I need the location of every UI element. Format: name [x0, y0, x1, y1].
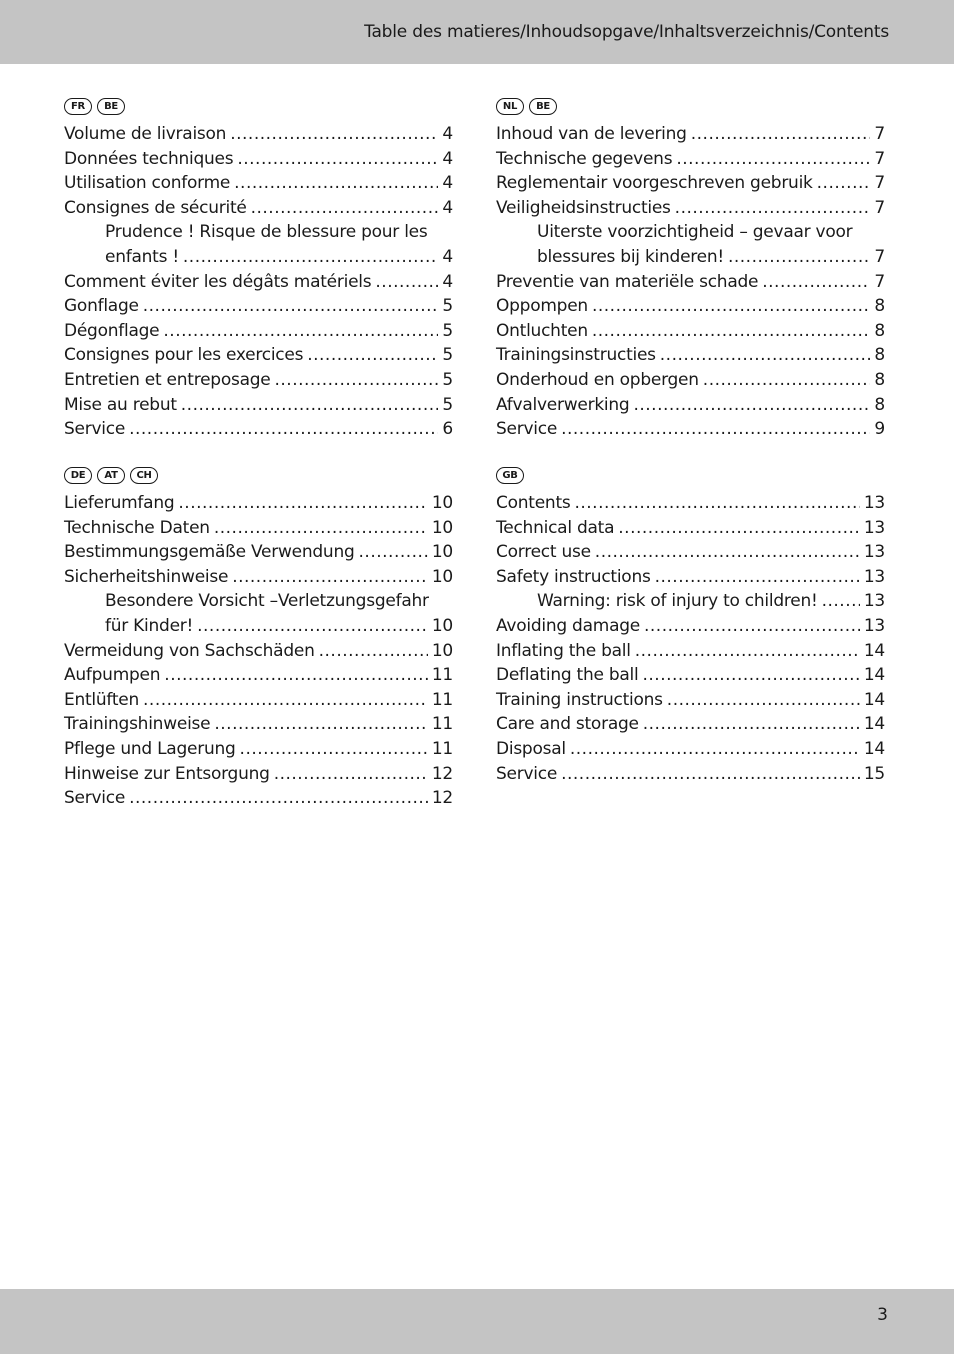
toc-entry-page: 13: [863, 591, 885, 612]
toc-entry[interactable]: [496, 614, 885, 639]
toc-entry-label: Vermeidung von Sachschäden: [64, 640, 315, 661]
toc-entry-page: 15: [863, 763, 885, 784]
leader-dots: [676, 147, 870, 172]
toc-entry-page: 10: [431, 566, 453, 587]
leader-dots: [143, 688, 428, 713]
toc-entry[interactable]: [496, 565, 885, 590]
toc-entry-page: 10: [431, 542, 453, 563]
toc-entry-page: 11: [431, 689, 453, 710]
language-badges: [64, 464, 453, 486]
leader-dots: [237, 147, 438, 172]
toc-entry-page: 5: [442, 296, 453, 317]
toc-entry-page: 10: [431, 640, 453, 661]
toc-entry-page: 13: [863, 517, 885, 538]
toc-entry-page: 7: [874, 197, 885, 218]
toc-entry[interactable]: [496, 712, 885, 737]
toc-entry[interactable]: [496, 639, 885, 664]
language-badge-fr: FR: [64, 98, 92, 115]
toc-entry-label: Mise au rebut: [64, 394, 177, 415]
language-badges: [496, 464, 885, 486]
toc-entry-label: Sicherheitshinweise: [64, 566, 229, 587]
language-badge-be: BE: [529, 98, 557, 115]
toc-section-nl: [496, 95, 885, 442]
toc-entry[interactable]: [496, 491, 885, 516]
toc-entry[interactable]: [496, 516, 885, 541]
toc-entry-label: Correct use: [496, 542, 591, 563]
toc-entry[interactable]: [64, 639, 453, 664]
toc-entry-label: Contents: [496, 493, 571, 513]
toc-entry-label: Entlüften: [64, 689, 140, 710]
leader-dots: [359, 540, 428, 565]
toc-entry-label-line2: enfants !: [105, 246, 179, 267]
leader-dots: [644, 614, 860, 639]
toc-entry-label: Ontluchten: [496, 320, 588, 341]
toc-entry-page: 11: [431, 714, 453, 735]
toc-entry[interactable]: [496, 368, 885, 393]
leader-dots: [183, 245, 439, 270]
toc-entry-label: Consignes pour les exercices: [64, 345, 304, 366]
toc-entry-label: Preventie van materiële schade: [496, 271, 759, 292]
toc-entry-page: 8: [874, 345, 885, 366]
leader-dots: [660, 343, 871, 368]
toc-entry-label: Gonflage: [64, 296, 139, 317]
toc-entry-label: Utilisation conforme: [64, 173, 231, 194]
toc-entry[interactable]: [64, 245, 453, 270]
toc-entry[interactable]: [496, 319, 885, 344]
toc-entry-label: Inhoud van de levering: [496, 124, 687, 144]
toc-entry-page: 8: [874, 296, 885, 317]
leader-dots: [561, 417, 870, 442]
toc-entry-label: Care and storage: [496, 714, 639, 735]
toc-entry-label: Dégonflage: [64, 320, 160, 341]
leader-dots: [274, 762, 428, 787]
toc-entry[interactable]: [64, 368, 453, 393]
leader-dots: [163, 319, 438, 344]
toc-entry-label: Hinweise zur Entsorgung: [64, 763, 270, 784]
toc-entry-page: 7: [874, 124, 885, 144]
toc-entry[interactable]: [496, 540, 885, 565]
toc-entry-page: 8: [874, 394, 885, 415]
toc-entry[interactable]: [64, 491, 453, 516]
toc-entry[interactable]: [496, 417, 885, 442]
toc-entry-page: 7: [874, 148, 885, 169]
leader-dots: [728, 245, 870, 270]
toc-entry[interactable]: [496, 663, 885, 688]
toc-entry-page: 4: [442, 173, 453, 194]
language-badge-de: DE: [64, 467, 92, 484]
toc-entry[interactable]: [64, 712, 453, 737]
leader-dots: [214, 712, 428, 737]
language-badge-nl: NL: [496, 98, 524, 115]
footer-bar: [0, 1289, 954, 1354]
toc-entry-label: Onderhoud en opbergen: [496, 369, 699, 390]
toc-entry[interactable]: [64, 565, 453, 590]
toc-entry[interactable]: [64, 516, 453, 541]
toc-entry-page: 14: [863, 640, 885, 661]
toc-entry[interactable]: [496, 589, 885, 614]
language-badge-ch: CH: [130, 467, 158, 484]
toc-entry[interactable]: [64, 171, 453, 196]
toc-entry-label-line2: blessures bij kinderen!: [537, 246, 724, 267]
toc-entry-label: Reglementair voorgeschreven gebruik: [496, 173, 813, 194]
toc-section-gb: [496, 464, 885, 786]
toc-entry[interactable]: [64, 393, 453, 418]
toc-entry-page: 12: [431, 788, 453, 809]
toc-entry[interactable]: [64, 147, 453, 172]
toc-entry-label: Entretien et entreposage: [64, 369, 271, 390]
leader-dots: [214, 516, 428, 541]
leader-dots: [822, 589, 860, 614]
toc-entry-label: Consignes de sécurité: [64, 197, 247, 218]
toc-entry-label: Service: [64, 419, 126, 440]
toc-section-fr: [64, 95, 453, 442]
toc-entry-label: Aufpumpen: [64, 665, 161, 686]
toc-entry-page: 13: [863, 615, 885, 636]
toc-entry[interactable]: [496, 343, 885, 368]
toc-entry-page: 4: [442, 271, 453, 292]
leader-dots: [817, 171, 871, 196]
toc-entry[interactable]: [64, 737, 453, 762]
toc-entry[interactable]: [64, 663, 453, 688]
toc-entry-label-line1[interactable]: Besondere Vorsicht –Verletzungsgefahr: [105, 591, 429, 612]
toc-entry[interactable]: [64, 343, 453, 368]
toc-entry[interactable]: [496, 393, 885, 418]
toc-entry-page: 7: [874, 271, 885, 292]
leader-dots: [375, 270, 438, 295]
toc-entry-label: Pflege und Lagerung: [64, 738, 236, 759]
leader-dots: [240, 737, 428, 762]
leader-dots: [164, 663, 428, 688]
language-badge-be: BE: [97, 98, 125, 115]
leader-dots: [319, 639, 428, 664]
toc-entry-page: 4: [442, 246, 453, 267]
toc-entry-label: Afvalverwerking: [496, 394, 630, 415]
toc-entry[interactable]: [64, 270, 453, 295]
toc-entry-label: Données techniques: [64, 148, 234, 169]
leader-dots: [643, 712, 860, 737]
toc-entry-page: 14: [863, 738, 885, 759]
toc-entry-label-line1[interactable]: Uiterste voorzichtigheid – gevaar voor: [537, 222, 853, 243]
toc-entry[interactable]: [64, 540, 453, 565]
toc-entry-page: 7: [874, 173, 885, 194]
toc-entry-label-line1[interactable]: Prudence ! Risque de blessure pour les: [105, 222, 428, 243]
toc-entry[interactable]: [496, 196, 885, 221]
toc-entry-label-line2: für Kinder!: [105, 615, 194, 636]
toc-entry-page: 9: [874, 419, 885, 440]
leader-dots: [655, 565, 860, 590]
toc-entry[interactable]: [496, 122, 885, 147]
leader-dots: [197, 614, 428, 639]
leader-dots: [143, 294, 439, 319]
leader-dots: [633, 393, 870, 418]
toc-entry-label: Technische gegevens: [496, 148, 673, 169]
toc-entry-page: 4: [442, 124, 453, 144]
leader-dots: [592, 294, 870, 319]
toc-entry-page: 6: [442, 419, 453, 440]
toc-entry-page: 14: [863, 665, 885, 686]
toc-entry-page: 7: [874, 246, 885, 267]
toc-entry-page: 4: [442, 197, 453, 218]
leader-dots: [230, 122, 438, 147]
toc-entry-page: 14: [863, 689, 885, 710]
toc-section-de: [64, 464, 453, 811]
leader-dots: [635, 639, 860, 664]
toc-entry[interactable]: [496, 270, 885, 295]
toc-entry-page: 5: [442, 320, 453, 341]
toc-entry-page: 5: [442, 369, 453, 390]
leader-dots: [618, 516, 860, 541]
toc-entry-page: 5: [442, 394, 453, 415]
toc-entry[interactable]: [64, 762, 453, 787]
toc-entry-label: Technical data: [496, 517, 615, 538]
page-number: 3: [877, 1305, 888, 1325]
toc-entry[interactable]: [64, 294, 453, 319]
toc-entry-page: 13: [863, 566, 885, 587]
toc-entry-page: 11: [431, 665, 453, 686]
toc-entry-page: 4: [442, 148, 453, 169]
toc-entry-label: Comment éviter les dégâts matériels: [64, 271, 372, 292]
toc-entry-label: Lieferumfang: [64, 493, 175, 513]
toc-entry-page: 10: [431, 493, 453, 513]
leader-dots: [643, 663, 860, 688]
toc-entry-page: 11: [431, 738, 453, 759]
toc-entry[interactable]: [496, 762, 885, 787]
toc-entry-label: Service: [496, 419, 558, 440]
leader-dots: [595, 540, 860, 565]
toc-entry[interactable]: [64, 196, 453, 221]
leader-dots: [129, 786, 428, 811]
leader-dots: [691, 122, 871, 147]
toc-entry-label: Service: [64, 788, 126, 809]
leader-dots: [667, 688, 860, 713]
language-badge-at: AT: [97, 467, 125, 484]
language-badges: [64, 95, 453, 117]
leader-dots: [234, 171, 438, 196]
leader-dots: [561, 762, 860, 787]
toc-entry-label: Bestimmungsgemäße Verwendung: [64, 542, 355, 563]
toc-entry[interactable]: [496, 147, 885, 172]
toc-entry-label: Deflating the ball: [496, 665, 639, 686]
leader-dots: [178, 491, 427, 516]
toc-entry-page: 13: [863, 542, 885, 563]
leader-dots: [251, 196, 439, 221]
toc-entry-label: Veiligheidsinstructies: [496, 197, 671, 218]
leader-dots: [574, 491, 859, 516]
toc-entry-label: Trainingshinweise: [64, 714, 211, 735]
toc-entry-page: 5: [442, 345, 453, 366]
toc-entry-page: 12: [431, 763, 453, 784]
toc-entry-page: 8: [874, 320, 885, 341]
leader-dots: [232, 565, 428, 590]
leader-dots: [762, 270, 870, 295]
leader-dots: [675, 196, 871, 221]
toc-entry[interactable]: [496, 688, 885, 713]
toc-entry[interactable]: [496, 171, 885, 196]
toc-entry-page: 10: [431, 615, 453, 636]
toc-entry[interactable]: [64, 417, 453, 442]
toc-entry-label: Training instructions: [496, 689, 663, 710]
leader-dots: [703, 368, 871, 393]
toc-entry-label: Trainingsinstructies: [496, 345, 656, 366]
toc-entry-label: Technische Daten: [64, 517, 210, 538]
leader-dots: [181, 393, 439, 418]
toc-entry-label: Avoiding damage: [496, 615, 640, 636]
toc-entry-label: Safety instructions: [496, 566, 651, 587]
page-title: Table des matieres/Inhoudsopgave/Inhaltsverzeichnis/Contents: [364, 22, 889, 42]
toc-entry-label: Service: [496, 763, 558, 784]
toc-entry-label: Warning: risk of injury to children!: [537, 591, 818, 612]
toc-entry-label: Inflating the ball: [496, 640, 631, 661]
toc-entry-page: 10: [431, 517, 453, 538]
toc-entry[interactable]: [64, 319, 453, 344]
language-badge-gb: GB: [496, 467, 524, 484]
toc-entry[interactable]: [64, 688, 453, 713]
toc-entry-label: Disposal: [496, 738, 566, 759]
leader-dots: [570, 737, 860, 762]
leader-dots: [307, 343, 438, 368]
toc-entry[interactable]: [64, 614, 453, 639]
toc-entry-label: Oppompen: [496, 296, 588, 317]
toc-entry[interactable]: [496, 294, 885, 319]
toc-entry[interactable]: [496, 737, 885, 762]
language-badges: [496, 95, 885, 117]
header-bar: [0, 0, 954, 64]
toc-entry-page: 13: [863, 493, 885, 513]
toc-entry-page: 14: [863, 714, 885, 735]
toc-entry[interactable]: [496, 245, 885, 270]
toc-entry[interactable]: [64, 786, 453, 811]
toc-entry-label: Volume de livraison: [64, 124, 227, 144]
leader-dots: [275, 368, 439, 393]
toc-entry-page: 8: [874, 369, 885, 390]
leader-dots: [129, 417, 438, 442]
leader-dots: [592, 319, 871, 344]
toc-entry[interactable]: [64, 122, 453, 147]
